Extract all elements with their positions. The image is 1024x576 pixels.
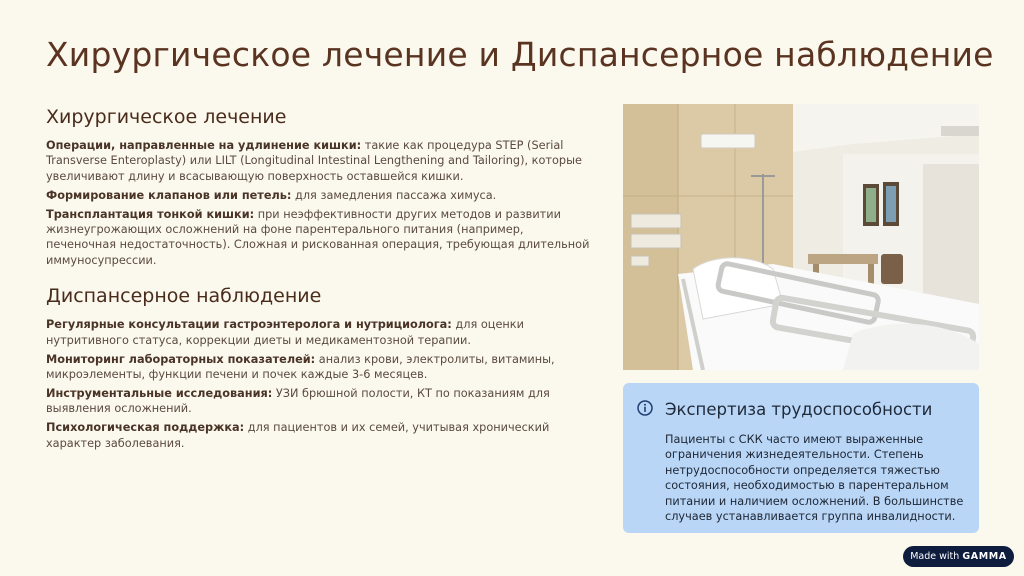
surgery-list bbox=[46, 138, 594, 268]
list-item bbox=[46, 138, 594, 184]
item-text: УЗИ брюшной полости, КТ по показаниям для выявления осложнений. bbox=[46, 386, 550, 416]
item-term: Психологическая поддержка: bbox=[46, 421, 245, 435]
item-text: при неэффективности других методов и развитии жизнеугрожающих осложнений на фоне парентерального питания (например, печеночная недостаточность). Сложная и рискованная операция, требующая длительной иммуносупрессии. bbox=[46, 207, 590, 267]
item-text: анализ крови, электролиты, витамины, микроэлементы, функции печени и почек каждые 3-6 месяцев. bbox=[46, 352, 555, 381]
item-text: для оценки нутритивного статуса, коррекции диеты и медикаментозной терапии. bbox=[46, 318, 524, 347]
list-item bbox=[46, 317, 594, 348]
page-title: Хирургическое лечение и Диспансерное наблюдение bbox=[46, 35, 994, 74]
info-icon bbox=[637, 400, 653, 416]
callout-body: Пациенты с СКК часто имеют выраженные ограничения жизнедеятельности. Степень нетрудоспособности определяется тяжестью состояния, необходимостью в парентеральном питании и наличием осложнений. В большинстве случаев устанавливается группа инвалидности. bbox=[665, 433, 964, 524]
surgery-heading: Хирургическое лечение bbox=[46, 106, 287, 128]
followup-heading: Диспансерное наблюдение bbox=[46, 285, 322, 308]
list-item bbox=[46, 386, 594, 417]
item-term: Инструментальные исследования: bbox=[46, 386, 273, 400]
list-item bbox=[46, 207, 594, 269]
callout-title: Экспертиза трудоспособности bbox=[665, 400, 933, 419]
disability-expertise-callout bbox=[623, 383, 979, 533]
list-item bbox=[46, 420, 594, 451]
list-item bbox=[46, 188, 594, 203]
hospital-room-photo bbox=[623, 104, 979, 370]
item-term: Операции, направленные на удлинение кишки: bbox=[46, 139, 362, 152]
followup-list bbox=[46, 317, 594, 451]
item-term: Трансплантация тонкой кишки: bbox=[46, 207, 255, 221]
item-text: для замедления пассажа химуса. bbox=[291, 188, 497, 202]
content-column bbox=[46, 106, 594, 455]
made-with-gamma-badge[interactable] bbox=[903, 546, 1014, 567]
item-term: Регулярные консультации гастроэнтеролога и нутрициолога: bbox=[46, 318, 452, 332]
badge-prefix: Made with bbox=[910, 551, 960, 562]
item-text: для пациентов и их семей, учитывая хронический характер заболевания. bbox=[46, 421, 550, 450]
list-item bbox=[46, 352, 594, 383]
item-term: Мониторинг лабораторных показателей: bbox=[46, 352, 316, 366]
badge-brand: GAMMA bbox=[962, 551, 1007, 562]
item-term: Формирование клапанов или петель: bbox=[46, 188, 292, 202]
item-text: такие как процедура STEP (Serial Transverse Enteroplasty) или LILT (Longitudinal Intestinal Lengthening and Tailoring), которые увеличивают длину и всасывающую поверхность оставшейся кишки. bbox=[46, 139, 582, 183]
